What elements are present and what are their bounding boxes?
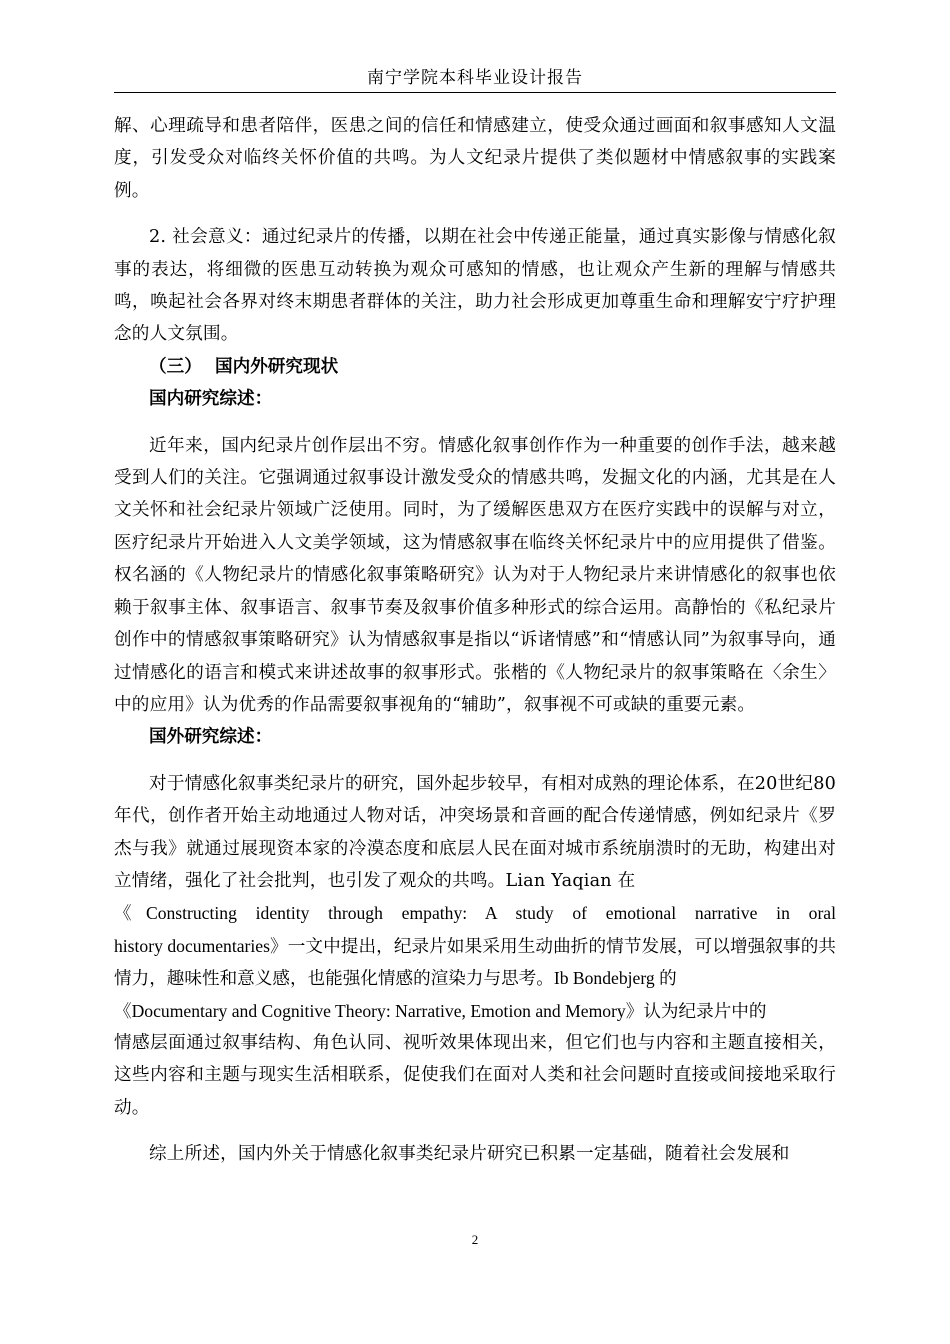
header-divider <box>114 92 836 93</box>
document-body <box>114 110 836 1171</box>
paragraph-foreign-review <box>114 768 836 1124</box>
paragraph-foreign-review-part: 情感层面通过叙事结构、角色认同、视听效果体现出来，但它们也与内容和主题直接相关，这些内容和主题与现实生活相联系，促使我们在面对人类和社会问题时直接或间接地采取行动。 <box>114 1032 836 1118</box>
paragraph-summary: 综上所述，国内外关于情感化叙事类纪录片研究已积累一定基础，随着社会发展和 <box>149 1144 790 1165</box>
subheading-foreign: 国外研究综述： <box>149 726 273 748</box>
paragraph-social-significance: 2. 社会意义：通过纪录片的传播，以期在社会中传递正能量，通过真实影像与情感化叙事的表达，将细微的医患互动转换为观众可感知的情感，也让观众产生新的理解与情感共鸣，唤起社会各界对终末期患者群体的关注，助力社会形成更加尊重生命和理解安宁疗护理念的人文氛围。 <box>114 227 836 345</box>
paragraph-foreign-review-citation: 《Documentary and Cognitive Theory: Narrative, Emotion and Memory》认为纪录片中的 <box>114 1000 767 1021</box>
section-number: （三） <box>149 355 202 377</box>
section-title: 国内外研究现状 <box>215 355 339 377</box>
paragraph-continued: 解、心理疏导和患者陪伴，医患之间的信任和情感建立，使受众通过画面和叙事感知人文温度，引发受众对临终关怀价值的共鸣。为人文纪录片提供了类似题材中情感叙事的实践案例。 <box>114 116 836 201</box>
page-number: 2 <box>471 1232 479 1247</box>
section-heading <box>114 351 836 383</box>
paragraph-foreign-review-part: history documentaries》一文中提出，纪录片如果采用生动曲折的情节发展，可以增强叙事的共情力，趣味性和意义感，也能强化情感的渲染力与思考。Ib Bondebjerg 的 <box>114 935 836 989</box>
paragraph-foreign-review-citation: 《Constructing identity through empathy: A study of emotional narrative in oral <box>114 903 836 924</box>
page-header-title: 南宁学院本科毕业设计报告 <box>367 68 583 88</box>
paragraph-foreign-review-part: 对于情感化叙事类纪录片的研究，国外起步较早，有相对成熟的理论体系，在20世纪80年代，创作者开始主动地通过人物对话，冲突场景和音画的配合传递情感，例如纪录片《罗杰与我》就通过展现资本家的冷漠态度和底层人民在面对城市系统崩溃时的无助，构建出对立情绪，强化了社会批判，也引发了观众的共鸣。Lian Yaqian 在 <box>114 773 836 891</box>
paragraph-domestic-review: 近年来，国内纪录片创作层出不穷。情感化叙事创作作为一种重要的创作手法，越来越受到人们的关注。它强调通过叙事设计激发受众的情感共鸣，发掘文化的内涵，尤其是在人文关怀和社会纪录片领域广泛使用。同时，为了缓解医患双方在医疗实践中的误解与对立，医疗纪录片开始进入人文美学领域，这为情感叙事在临终关怀纪录片中的应用提供了借鉴。权名涵的《人物纪录片的情感化叙事策略研究》认为对于人物纪录片来讲情感化的叙事也依赖于叙事主体、叙事语言、叙事节奏及叙事价值多种形式的综合运用。高静怡的《私纪录片创作中的情感叙事策略研究》认为情感叙事是指以“诉诸情感”和“情感认同”为叙事导向，通过情感化的语言和模式来讲述故事的叙事形式。张楷的《人物纪录片的叙事策略在〈余生〉中的应用》认为优秀的作品需要叙事视角的“辅助”，叙事视不可或缺的重要元素。 <box>114 435 836 715</box>
subheading-domestic: 国内研究综述： <box>149 388 273 410</box>
